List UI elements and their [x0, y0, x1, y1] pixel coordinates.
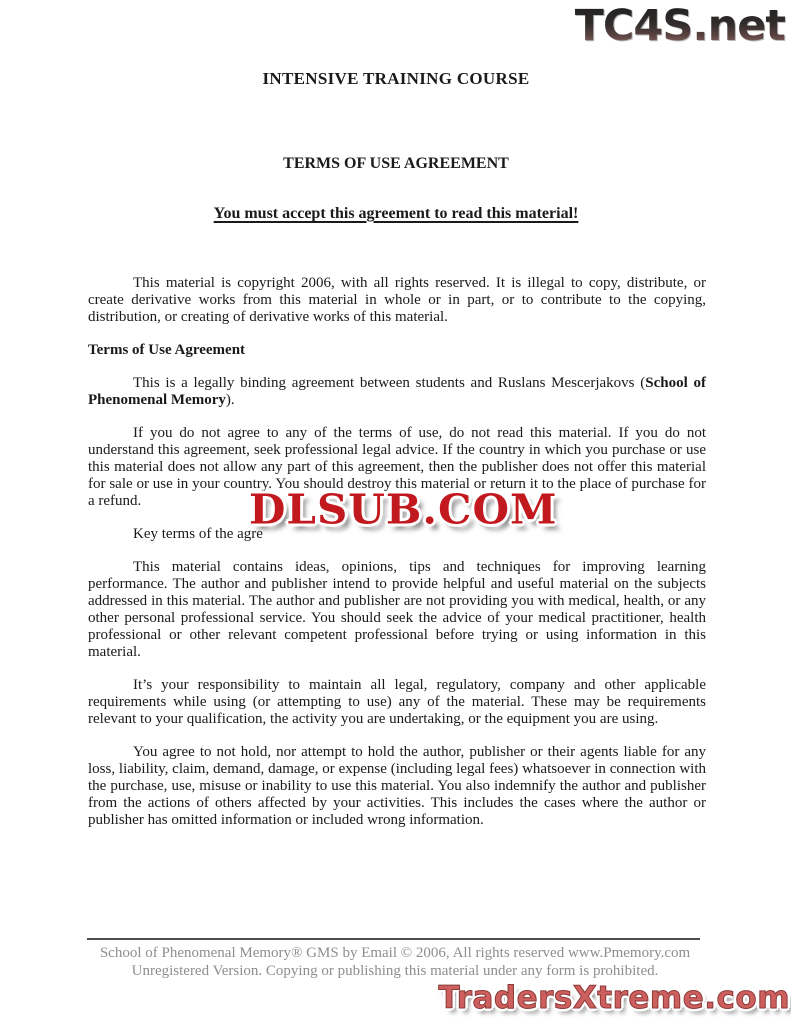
document-body: [88, 275, 706, 845]
footer-unregistered-line: Unregistered Version. Copying or publishing this material under any form is prohibited.: [131, 963, 659, 979]
binding-text-bold: School of Phenomenal Memory: [88, 375, 706, 408]
paragraph-copyright: This material is copyright 2006, with all rights reserved. It is illegal to copy, distribute, or create derivative works from this material in whole or in part, or to contribute to the copying, distribution, or creating of derivative works of this material.: [88, 275, 706, 325]
dlsub-watermark-stamp: DLSUB.COM: [249, 485, 558, 534]
section-heading-terms-of-use: Terms of Use Agreement: [88, 342, 246, 358]
paragraph-key-terms-partial: Key terms of the agre: [133, 526, 263, 542]
footer: [88, 944, 702, 980]
paragraph-liability: You agree to not hold, nor attempt to hold the author, publisher or their agents liable for any loss, liability, claim, demand, damage, or expense (including legal fees) whatsoever in connection with the purchase, use, misuse or inability to use this material. You also indemnify the author and publisher from the actions of others affected by your activities. This includes the cases where the author or publisher has omitted information or included wrong information.: [88, 744, 706, 828]
footer-copyright-line: School of Phenomenal Memory® GMS by Email © 2006, All rights reserved www.Pmemory.com: [99, 945, 691, 961]
binding-text-post: ).: [225, 392, 235, 408]
page-title: INTENSIVE TRAINING COURSE: [262, 69, 530, 88]
tradersxtreme-watermark-stamp: TradersXtreme.com: [438, 980, 790, 1016]
footer-divider: [87, 938, 700, 940]
accept-notice: You must accept this agreement to read this material!: [213, 205, 579, 222]
paragraph-disclaimer: This material contains ideas, opinions, tips and techniques for improving learning performance. The author and publisher intend to provide helpful and useful material on the subjects addressed in this material. The author and publisher are not providing you with medical, health, or any other personal professional service. You should seek the advice of your medical practitioner, health professional or other relevant competent professional before trying or using information in this material.: [88, 559, 706, 660]
paragraph-refund: If you do not agree to any of the terms of use, do not read this material. If you do not understand this agreement, seek professional legal advice. If the country in which you purchase or use this material does not allow any part of this agreement, then the publisher does not offer this material for sale or use in your country. You should destroy this material or return it to the place of purchase for a refund.: [88, 425, 706, 509]
paragraph-binding-agreement: [88, 375, 706, 409]
binding-text-pre: This is a legally binding agreement between students and Ruslans Mescerjakovs (: [133, 375, 646, 391]
terms-heading: TERMS OF USE AGREEMENT: [283, 155, 509, 172]
paragraph-responsibility: It’s your responsibility to maintain all legal, regulatory, company and other applicable requirements while using (or attempting to use) any of the material. These may be requirements relevant to your qualification, the activity you are undertaking, or the equipment you are using.: [88, 677, 706, 727]
tc4s-logo-watermark: TC4S.net: [574, 1, 785, 51]
